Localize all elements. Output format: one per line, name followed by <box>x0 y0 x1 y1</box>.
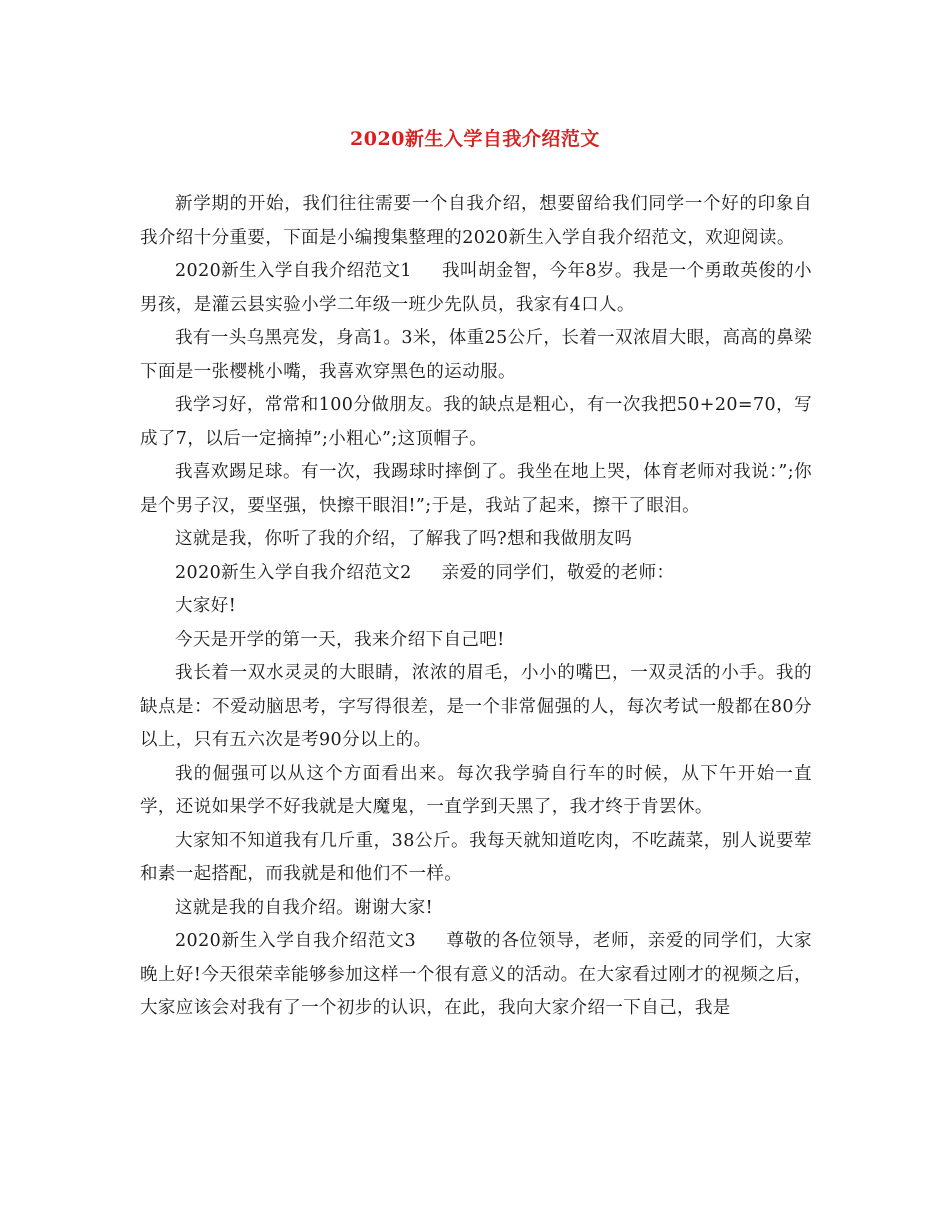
paragraph-text: 我学习好，常常和100分做朋友。我的缺点是粗心，有一次我把50+20=70，写成了7，以后一定摘掉”;小粗心”;这顶帽子。 <box>140 395 812 449</box>
paragraph <box>140 758 812 825</box>
paragraph <box>140 657 812 758</box>
paragraph-text: 我的倔强可以从这个方面看出来。每次我学骑自行车的时候，从下午开始一直学，还说如果学不好我就是大魔鬼，一直学到天黑了，我才终于肯罢休。 <box>140 763 812 817</box>
paragraph <box>140 590 812 624</box>
paragraph-text: 这就是我，你听了我的介绍，了解我了吗?想和我做朋友吗 <box>175 529 633 549</box>
section-heading: 2020新生入学自我介绍范文3 <box>175 931 417 951</box>
paragraph <box>140 188 812 255</box>
paragraph-text: 我喜欢踢足球。有一次，我踢球时摔倒了。我坐在地上哭，体育老师对我说：”;你是个男子汉，要坚强，快擦干眼泪!”;于是，我站了起来，擦干了眼泪。 <box>140 462 812 516</box>
paragraph <box>140 456 812 523</box>
section-heading: 2020新生入学自我介绍范文1 <box>175 261 412 281</box>
paragraph <box>140 624 812 658</box>
paragraph-text: 大家好! <box>175 596 237 616</box>
paragraph-text: 新学期的开始，我们往往需要一个自我介绍，想要留给我们同学一个好的印象自我介绍十分重要，下面是小编搜集整理的2020新生入学自我介绍范文，欢迎阅读。 <box>140 194 812 248</box>
paragraph-text: 尊敬的各位领导，老师，亲爱的同学们，大家晚上好!今天很荣幸能够参加这样一个很有意义的活动。在大家看过刚才的视频之后，大家应该会对我有了一个初步的认识，在此，我向大家介绍一下自己，我是 <box>140 931 812 1018</box>
document-title: 2020新生入学自我介绍范文 <box>350 128 600 150</box>
paragraph <box>140 892 812 926</box>
paragraph-text: 今天是开学的第一天，我来介绍下自己吧! <box>175 629 505 650</box>
paragraph-text: 大家知不知道我有几斤重，38公斤。我每天就知道吃肉，不吃蔬菜，别人说要荤和素一起搭配，而我就是和他们不一样。 <box>140 830 812 884</box>
paragraph-text: 这就是我的自我介绍。谢谢大家! <box>175 897 434 918</box>
paragraph <box>140 925 812 1026</box>
paragraph-text: 我叫胡金智，今年8岁。我是一个勇敢英俊的小男孩，是灌云县实验小学二年级一班少先队员，我家有4口人。 <box>140 261 812 315</box>
paragraph-text: 我有一头乌黑亮发，身高1。3米，体重25公斤，长着一双浓眉大眼，高高的鼻梁下面是一张樱桃小嘴，我喜欢穿黑色的运动服。 <box>140 328 812 382</box>
paragraph <box>140 523 812 557</box>
paragraph <box>140 322 812 389</box>
paragraph <box>140 825 812 892</box>
section-heading: 2020新生入学自我介绍范文2 <box>175 562 412 583</box>
paragraph <box>140 389 812 456</box>
paragraph <box>140 255 812 322</box>
paragraph-text: 我长着一双水灵灵的大眼睛，浓浓的眉毛，小小的嘴巴，一双灵活的小手。我的缺点是：不爱动脑思考，字写得很差，是一个非常倔强的人，每次考试一般都在80分以上，只有五六次是考90分以上的。 <box>140 663 812 750</box>
document-body <box>140 188 812 1026</box>
paragraph-text: 亲爱的同学们，敬爱的老师： <box>441 562 675 583</box>
paragraph <box>140 557 812 591</box>
